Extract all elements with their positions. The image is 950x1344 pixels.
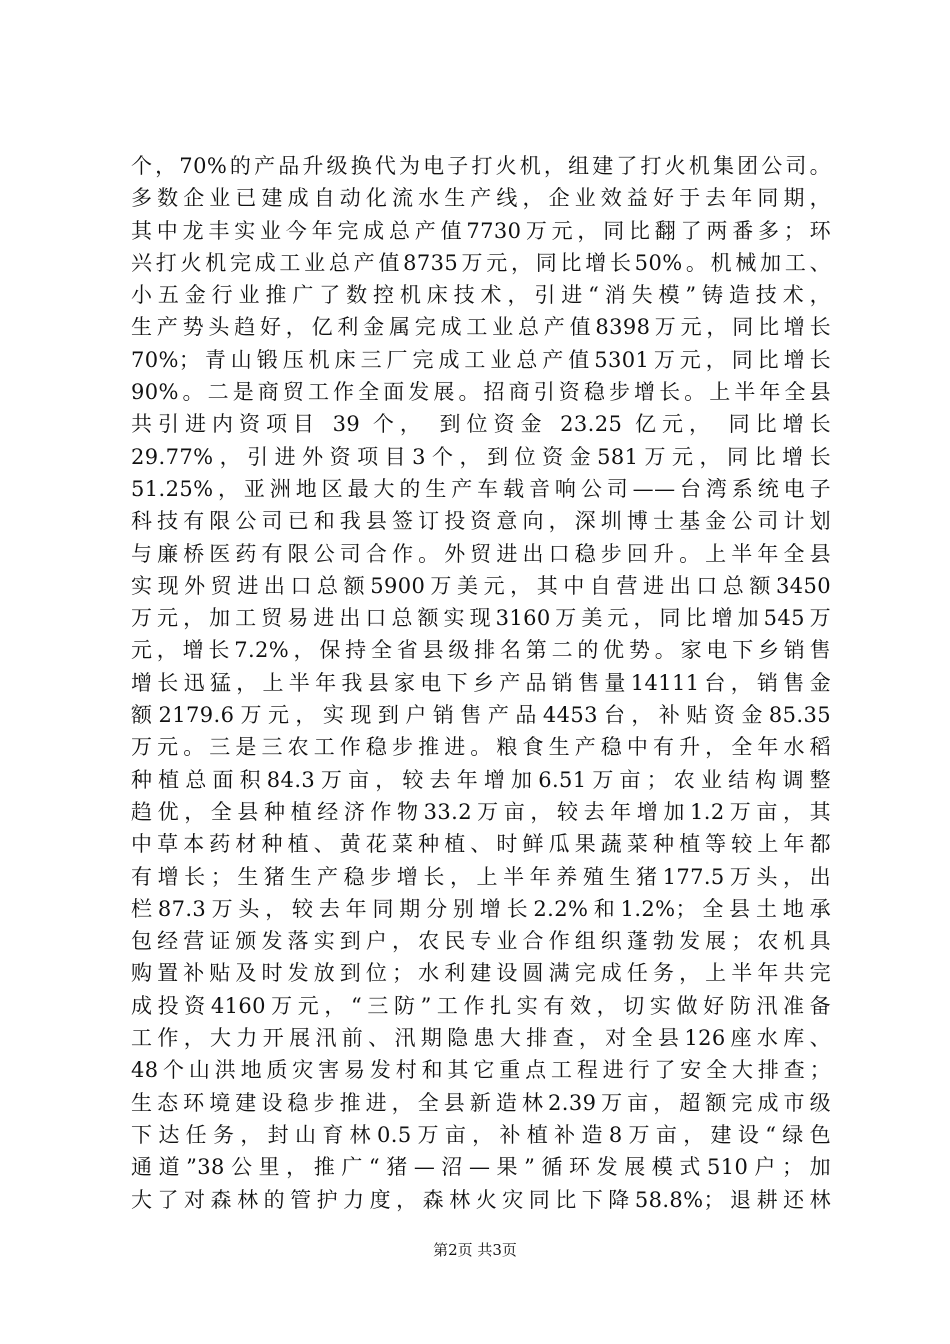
text-line: 共引进内资项目 39 个， 到位资金 23.25 亿元， 同比增长 [131, 412, 831, 437]
text-line: 生产势头趋好，亿利金属完成工业总产值8398万元，同比增长 [131, 315, 831, 340]
text-line: 趋优，全县种植经济作物33.2万亩，较去年增加1.2万亩，其 [131, 799, 831, 824]
text-line: 购置补贴及时发放到位；水利建设圆满完成任务，上半年共完 [131, 961, 831, 986]
text-line: 中草本药材种植、黄花菜种植、时鲜瓜果蔬菜种植等较上年都 [131, 832, 831, 857]
text-line: 增长迅猛，上半年我县家电下乡产品销售量14111台，销售金 [131, 670, 831, 695]
text-line: 额2179.6万元，实现到户销售产品4453台，补贴资金85.35 [131, 703, 831, 728]
text-line: 兴打火机完成工业总产值8735万元，同比增长50%。机械加工、 [131, 250, 831, 275]
text-line: 实现外贸进出口总额5900万美元，其中自营进出口总额3450 [131, 573, 831, 598]
text-line: 万元。三是三农工作稳步推进。粮食生产稳中有升，全年水稻 [131, 735, 831, 760]
text-line: 90%。二是商贸工作全面发展。招商引资稳步增长。上半年全县 [131, 380, 831, 405]
text-line: 元，增长7.2%，保持全省县级排名第二的优势。家电下乡销售 [131, 638, 831, 663]
text-line: 栏87.3万头，较去年同期分别增长2.2%和1.2%；全县土地承 [131, 896, 831, 921]
body-text [131, 150, 831, 1216]
page-footer: 第2页 共3页 [433, 1241, 517, 1259]
text-line: 通道”38公里，推广“猪—沼—果”循环发展模式510户；加 [131, 1155, 831, 1180]
text-line: 包经营证颁发落实到户，农民专业合作组织蓬勃发展；农机具 [131, 929, 831, 954]
text-line: 大了对森林的管护力度，森林火灾同比下降58.8%；退耕还林 [131, 1187, 831, 1212]
text-line: 生态环境建设稳步推进，全县新造林2.39万亩，超额完成市级 [131, 1090, 831, 1115]
text-line: 下达任务，封山育林0.5万亩，补植补造8万亩，建设“绿色 [131, 1122, 831, 1147]
text-line: 工作，大力开展汛前、汛期隐患大排查，对全县126座水库、 [131, 1026, 831, 1051]
text-line: 成投资4160万元，“三防”工作扎实有效，切实做好防汛准备 [131, 993, 831, 1018]
text-line: 万元，加工贸易进出口总额实现3160万美元，同比增加545万 [131, 606, 831, 631]
text-line: 48个山洪地质灾害易发村和其它重点工程进行了安全大排查； [131, 1058, 831, 1083]
text-line: 有增长；生猪生产稳步增长，上半年养殖生猪177.5万头，出 [131, 864, 831, 889]
text-line: 70%；青山锻压机床三厂完成工业总产值5301万元，同比增长 [131, 347, 831, 372]
text-line: 小五金行业推广了数控机床技术，引进“消失模”铸造技术， [131, 283, 831, 308]
text-line: 29.77%，引进外资项目3个，到位资金581万元，同比增长 [131, 444, 831, 469]
text-line: 个，70%的产品升级换代为电子打火机，组建了打火机集团公司。 [131, 154, 831, 178]
text-line: 其中龙丰实业今年完成总产值7730万元，同比翻了两番多；环 [131, 218, 831, 243]
text-line: 多数企业已建成自动化流水生产线，企业效益好于去年同期， [131, 186, 831, 211]
text-line: 与廉桥医药有限公司合作。外贸进出口稳步回升。上半年全县 [131, 541, 831, 566]
text-line: 51.25%，亚洲地区最大的生产车载音响公司——台湾系统电子 [131, 476, 831, 501]
text-line: 种植总面积84.3万亩，较去年增加6.51万亩；农业结构调整 [131, 767, 831, 792]
text-line: 科技有限公司已和我县签订投资意向，深圳博士基金公司计划 [131, 509, 831, 534]
